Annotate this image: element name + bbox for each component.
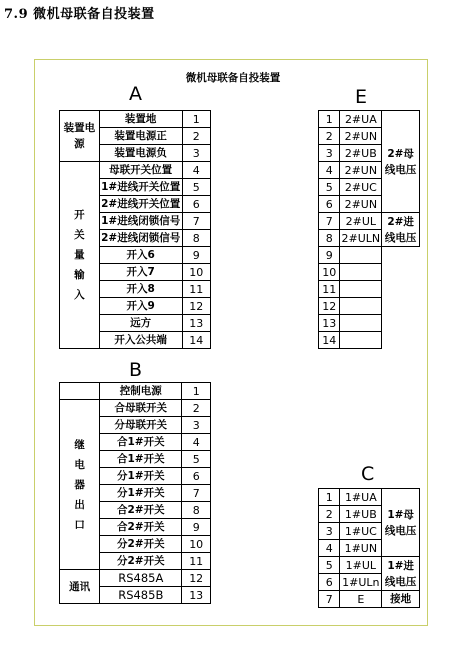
block-e-terminal-number: 10 — [319, 264, 340, 281]
block-a-terminal-name: 1#进线闭锁信号 — [99, 213, 182, 230]
block-c-signal: 1#UC — [340, 523, 382, 540]
block-b-group-label — [60, 400, 100, 570]
block-a-group-text: 装置电源 — [63, 122, 96, 150]
block-b-terminal-number: 4 — [182, 434, 211, 451]
block-a-row — [60, 111, 211, 128]
block-b-terminal-name: 合1#开关 — [100, 434, 182, 451]
block-a-terminal-name: 装置电源负 — [99, 145, 182, 162]
block-b-terminal-name: 分母联开关 — [100, 417, 182, 434]
block-b-terminal-number: 9 — [182, 519, 211, 536]
diagram-title: 微机母联备自投装置 — [185, 72, 281, 84]
block-a-group-char: 入 — [74, 289, 85, 301]
block-e-terminal-number: 2 — [319, 128, 340, 145]
block-e-signal — [340, 264, 382, 281]
block-e-terminal-number: 1 — [319, 111, 340, 128]
block-b-group-label — [60, 383, 100, 400]
block-e-group-label — [382, 111, 420, 213]
block-b-group-char: 出 — [74, 498, 85, 511]
block-c-signal: 1#UA — [340, 489, 382, 506]
block-b-terminal-name: 分2#开关 — [100, 536, 182, 553]
section-heading: 7.9 微机母联备自投装置 — [4, 7, 155, 22]
block-e-terminal-number: 9 — [319, 247, 340, 264]
block-b-terminal-number: 6 — [182, 468, 211, 485]
block-b-terminal-name: 控制电源 — [100, 383, 182, 400]
block-a-group-char: 输 — [74, 269, 85, 281]
block-c-terminal-number: 2 — [319, 506, 340, 523]
block-a-terminal-number: 4 — [182, 162, 210, 179]
block-b-terminal-name: 合2#开关 — [100, 502, 182, 519]
block-a-group-char: 量 — [74, 249, 85, 261]
block-b-group-char: 继 — [74, 438, 85, 451]
block-e-terminal-number: 13 — [319, 315, 340, 332]
block-b-terminal-number: 2 — [182, 400, 211, 417]
block-e-signal — [340, 298, 382, 315]
block-a-terminal-number: 13 — [182, 315, 210, 332]
block-e-terminal-number: 14 — [319, 332, 340, 349]
block-a-terminal-number: 8 — [182, 230, 210, 247]
block-e-row — [319, 111, 420, 128]
block-c-row — [319, 489, 420, 506]
block-a-terminal-number: 9 — [182, 247, 210, 264]
block-e-row — [319, 213, 420, 230]
block-e-signal — [340, 247, 382, 264]
block-e-signal — [340, 281, 382, 298]
block-b-terminal-number: 8 — [182, 502, 211, 519]
block-b-terminal-name: 分1#开关 — [100, 485, 182, 502]
block-c-signal: 1#UN — [340, 540, 382, 557]
block-a-terminal-name: 开入7 — [99, 264, 182, 281]
block-a-terminal-number: 7 — [182, 213, 210, 230]
block-c-row — [319, 591, 420, 608]
block-e-signal: 2#UL — [340, 213, 382, 230]
block-a-terminal-name: 开入公共端 — [99, 332, 182, 349]
block-e-group-text: 2#母线电压 — [384, 147, 417, 176]
block-b-row — [60, 570, 211, 587]
block-a-terminal-number: 1 — [182, 111, 210, 128]
block-b-terminal-name: 合1#开关 — [100, 451, 182, 468]
block-a-terminal-name: 开入8 — [99, 281, 182, 298]
block-b-terminal-number: 7 — [182, 485, 211, 502]
block-e-signal: 2#UB — [340, 145, 382, 162]
block-b-terminal-name: 合2#开关 — [100, 519, 182, 536]
block-b-terminal-name: 分1#开关 — [100, 468, 182, 485]
block-b-terminal-number: 12 — [182, 570, 211, 587]
block-c-row — [319, 557, 420, 574]
block-a-group-char: 开 — [74, 209, 85, 221]
block-a-terminal-number: 5 — [182, 179, 210, 196]
block-c-group-label — [382, 557, 420, 591]
block-b-terminal-number: 11 — [182, 553, 211, 570]
block-e-row — [319, 247, 420, 264]
block-b-letter: B — [129, 359, 143, 381]
block-a-terminal-name: 装置电源正 — [99, 128, 182, 145]
block-a-terminal-name: 2#进线开关位置 — [99, 196, 182, 213]
terminal-block-e — [318, 110, 420, 349]
block-e-terminal-number: 4 — [319, 162, 340, 179]
block-c-signal: 1#UB — [340, 506, 382, 523]
block-a-terminal-number: 11 — [182, 281, 210, 298]
block-a-terminal-number: 12 — [182, 298, 210, 315]
block-a-terminal-name: 1#进线开关位置 — [99, 179, 182, 196]
block-b-row — [60, 400, 211, 417]
block-c-terminal-number: 6 — [319, 574, 340, 591]
block-e-terminal-number: 7 — [319, 213, 340, 230]
block-e-signal: 2#ULN — [341, 231, 381, 245]
block-a-terminal-name: 装置地 — [99, 111, 182, 128]
block-a-group-label — [60, 111, 100, 162]
block-e-terminal-number: 5 — [319, 179, 340, 196]
block-e-signal: 2#UN — [340, 196, 382, 213]
block-c-group-text: 1#母线电压 — [384, 508, 417, 537]
block-b-group-char: 电 — [74, 458, 85, 471]
block-e-terminal-number: 11 — [319, 281, 340, 298]
block-c-terminal-number: 3 — [319, 523, 340, 540]
block-c-group-label — [382, 489, 420, 557]
block-e-terminal-number: 8 — [319, 230, 340, 247]
block-a-terminal-number: 6 — [182, 196, 210, 213]
block-b-terminal-name: 合母联开关 — [100, 400, 182, 417]
block-b-terminal-number: 10 — [182, 536, 211, 553]
block-c-letter: C — [361, 463, 375, 485]
terminal-block-a — [59, 110, 211, 349]
block-a-group-label — [60, 162, 100, 349]
block-c-group-text: 接地 — [390, 593, 412, 605]
block-a-terminal-number: 3 — [182, 145, 210, 162]
block-b-terminal-name: RS485B — [100, 587, 182, 604]
block-a-letter: A — [129, 83, 142, 105]
block-e-signal — [340, 315, 382, 332]
block-a-terminal-number: 14 — [182, 332, 210, 349]
block-b-row — [60, 383, 211, 400]
block-b-terminal-number: 13 — [182, 587, 211, 604]
block-a-terminal-name: 远方 — [99, 315, 182, 332]
block-b-terminal-name: RS485A — [100, 570, 182, 587]
block-a-terminal-name: 母联开关位置 — [99, 162, 182, 179]
block-e-group-text: 2#进线电压 — [384, 215, 417, 244]
block-c-terminal-number: 4 — [319, 540, 340, 557]
block-e-signal — [340, 332, 382, 349]
block-e-group-label — [382, 213, 420, 247]
block-c-terminal-number: 7 — [319, 591, 340, 608]
block-a-terminal-name: 开入6 — [99, 247, 182, 264]
block-e-letter: E — [355, 86, 368, 108]
block-c-signal: 1#UL — [340, 557, 382, 574]
block-b-terminal-number: 3 — [182, 417, 211, 434]
block-b-group-label — [60, 570, 100, 604]
block-c-group-label — [382, 591, 420, 608]
block-c-signal: 1#ULn — [340, 574, 382, 591]
block-e-signal: 2#UN — [340, 128, 382, 145]
block-b-group-char: 口 — [74, 518, 85, 531]
block-e-terminal-number: 12 — [319, 298, 340, 315]
block-b-terminal-name: 分2#开关 — [100, 553, 182, 570]
block-a-terminal-name: 2#进线闭锁信号 — [99, 230, 182, 247]
block-e-signal: 2#UN — [340, 162, 382, 179]
block-e-group-label — [382, 247, 420, 349]
block-c-group-text: 1#进线电压 — [384, 559, 417, 588]
block-e-signal: 2#UC — [340, 179, 382, 196]
block-c-terminal-number: 5 — [319, 557, 340, 574]
block-c-signal: E — [340, 591, 382, 608]
block-b-terminal-number: 1 — [182, 383, 211, 400]
block-c-terminal-number: 1 — [319, 489, 340, 506]
block-a-terminal-number: 2 — [182, 128, 210, 145]
block-a-terminal-number: 10 — [182, 264, 210, 281]
terminal-block-c — [318, 488, 420, 608]
block-e-terminal-number: 6 — [319, 196, 340, 213]
block-e-signal: 2#UA — [340, 111, 382, 128]
block-e-terminal-number: 3 — [319, 145, 340, 162]
terminal-block-b — [59, 382, 211, 604]
block-a-terminal-name: 开入9 — [99, 298, 182, 315]
block-a-row — [60, 162, 211, 179]
block-a-group-char: 关 — [74, 229, 85, 241]
block-b-group-text: 通讯 — [69, 580, 91, 593]
block-b-group-char: 器 — [74, 478, 85, 491]
block-b-terminal-number: 5 — [182, 451, 211, 468]
